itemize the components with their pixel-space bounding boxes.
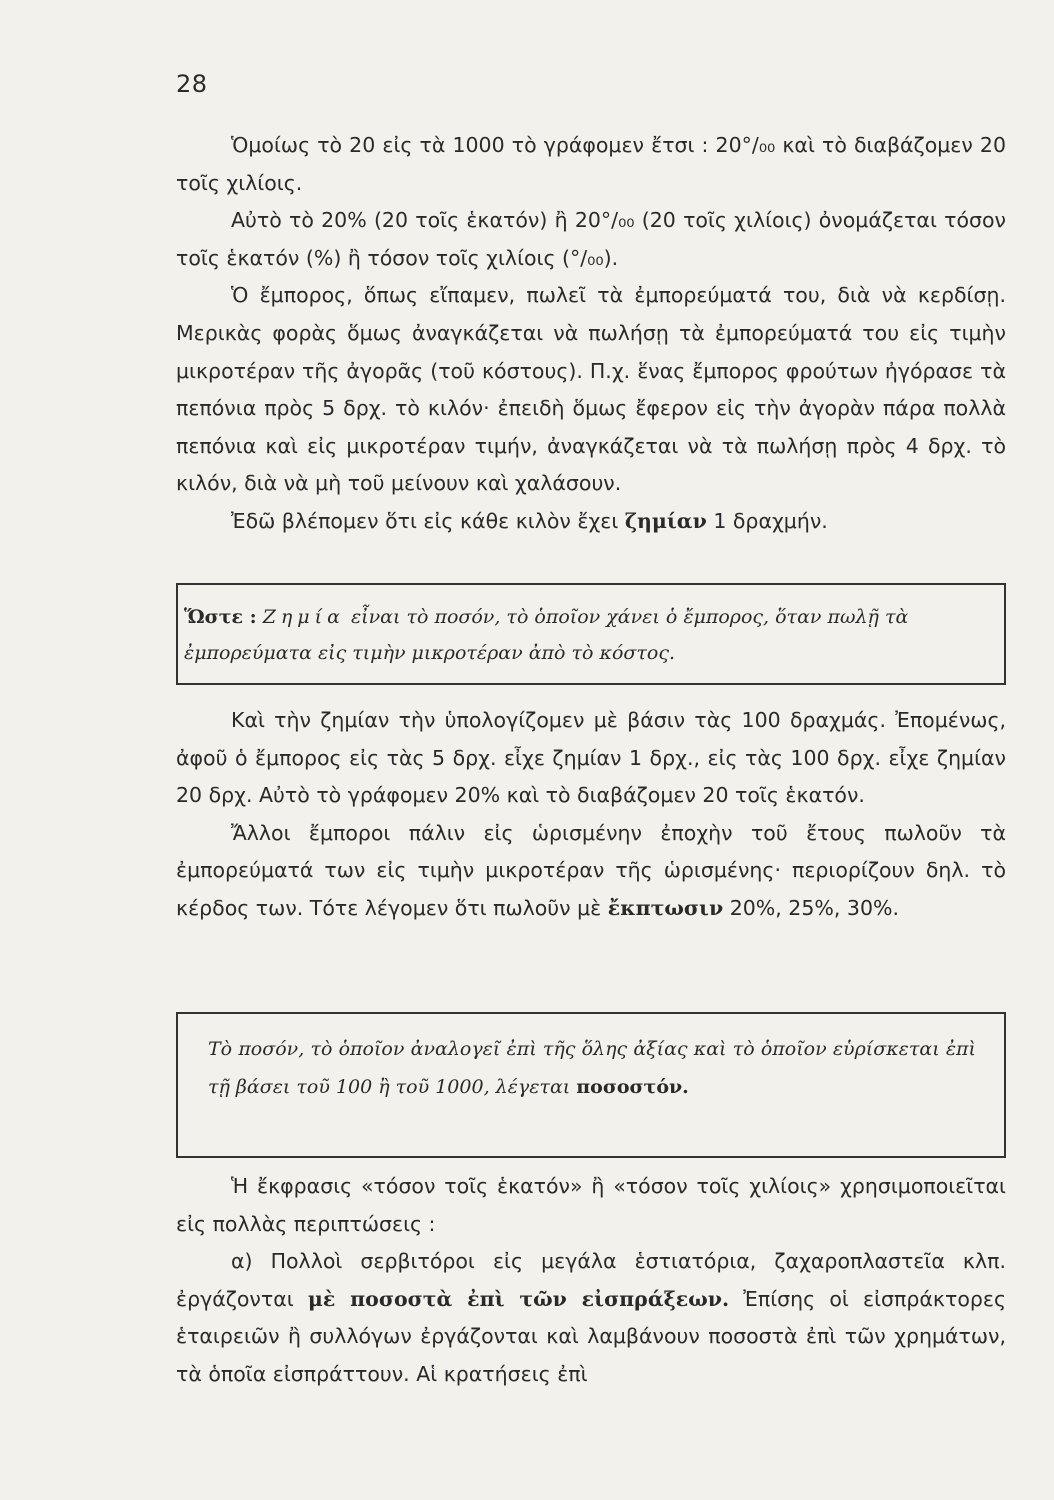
paragraph-4: Ἐδῶ βλέπομεν ὅτι εἰς κάθε κιλὸν ἔχει ζημίαν 1 δραχμήν.	[231, 508, 828, 533]
paragraph-1: Ὁμοίως τὸ 20 εἰς τὰ 1000 τὸ γράφομεν ἔτσι : 20°/₀₀ καὶ τὸ διαβάζομεν 20 τοῖς χιλίοις.	[176, 133, 1006, 195]
bold-term-discount: ἔκπτωσιν	[607, 895, 724, 920]
definition-text-percentage: Τὸ ποσόν, τὸ ὁποῖον ἀναλογεῖ ἐπὶ τῆς ὅλης ἀξίας καὶ τὸ ὁποῖον εὑρίσκεται ἐπὶ τῇ βάσει τοῦ 100 ἢ τοῦ 1000, λέγεται ποσοστόν.	[208, 1038, 976, 1098]
bold-term-loss: ζημίαν	[624, 508, 707, 533]
paragraph-6: Ἄλλοι ἔμποροι πάλιν εἰς ὡρισμένην ἐποχὴν τοῦ ἔτους πωλοῦν τὰ ἐμπορεύματά των εἰς τιμὴν μικροτέραν τῆς ὡρισμένης· περιορίζουν δηλ. τὸ κέρδος των. Τότε λέγομεν ὅτι πωλοῦν μὲ ἔκπτωσιν 20%, 25%, 30%.	[176, 820, 1006, 920]
paragraph-8: α) Πολλοὶ σερβιτόροι εἰς μεγάλα ἑστιατόρια, ζαχαροπλαστεῖα κλπ. ἐργάζονται μὲ ποσοστὰ ἐπὶ τῶν εἰσπράξεων. Ἐπίσης οἱ εἰσπράκτορες ἑταιρειῶν ἢ συλλόγων ἐργάζονται καὶ λαμβάνουν ποσοστὰ ἐπὶ τῶν χρημάτων, τὰ ὁποῖα εἰσπράττουν. Αἱ κρατήσεις ἐπὶ	[176, 1249, 1006, 1386]
text-section-2	[176, 702, 1006, 928]
paragraph-2: Αὐτὸ τὸ 20% (20 τοῖς ἑκατόν) ἢ 20°/₀₀ (20 τοῖς χιλίοις) ὀνομάζεται τόσον τοῖς ἑκατόν (%) ἢ τόσον τοῖς χιλίοις (°/₀₀).	[176, 208, 1006, 270]
box-term-loss: Ζημία	[262, 606, 345, 628]
definition-box-percentage	[176, 1012, 1006, 1158]
box-label: Ὥστε :	[184, 606, 257, 628]
paragraph-3: Ὁ ἔμπορος, ὅπως εἴπαμεν, πωλεῖ τὰ ἐμπορεύματά του, διὰ νὰ κερδίσῃ. Μερικὰς φορὰς ὅμως ἀναγκάζεται νὰ πωλήσῃ τὰ ἐμπορεύματά του εἰς τιμὴν μικροτέραν τῆς ἀγορᾶς (τοῦ κόστους). Π.χ. ἕνας ἔμπορος φρούτων ἠγόρασε τὰ πεπόνια πρὸς 5 δρχ. τὸ κιλόν· ἐπειδὴ ὅμως ἔφερον εἰς τὴν ἀγορὰν πάρα πολλὰ πεπόνια καὶ εἰς μικροτέραν τιμήν, ἀναγκάζεται νὰ τὰ πωλήσῃ πρὸς 4 δρχ. τὸ κιλόν, διὰ νὰ μὴ τοῦ μείνουν καὶ χαλάσουν.	[176, 283, 1006, 496]
definition-box-loss	[176, 583, 1006, 685]
paragraph-7: Ἡ ἔκφρασις «τόσον τοῖς ἑκατόν» ἢ «τόσον τοῖς χιλίοις» χρησιμοποιεῖται εἰς πολλὰς περιπτώσεις :	[176, 1174, 1006, 1236]
box-term-percentage: ποσοστόν.	[576, 1076, 689, 1098]
text-section-1	[176, 127, 1006, 541]
bold-phrase-commissions: μὲ ποσοστὰ ἐπὶ τῶν εἰσπράξεων.	[307, 1286, 730, 1311]
paragraph-5: Καὶ τὴν ζημίαν τὴν ὑπολογίζομεν μὲ βάσιν τὰς 100 δραχμάς. Ἐπομένως, ἀφοῦ ὁ ἔμπορος εἰς τὰς 5 δρχ. εἶχε ζημίαν 1 δρχ., εἰς τὰς 100 δρχ. εἶχε ζημίαν 20 δρχ. Αὐτὸ τὸ γράφομεν 20% καὶ τὸ διαβάζομεν 20 τοῖς ἑκατόν.	[176, 708, 1006, 808]
text-section-3	[176, 1168, 1006, 1394]
page-number: 28	[176, 70, 208, 98]
permille-sign: °/₀₀	[741, 133, 776, 157]
definition-text-loss: Ὥστε : Ζημία εἶναι τὸ ποσόν, τὸ ὁποῖον χάνει ὁ ἔμπορος, ὅταν πωλῇ τὰ ἐμπορεύματα εἰς τιμὴν μικροτέραν ἀπὸ τὸ κόστος.	[184, 606, 909, 664]
